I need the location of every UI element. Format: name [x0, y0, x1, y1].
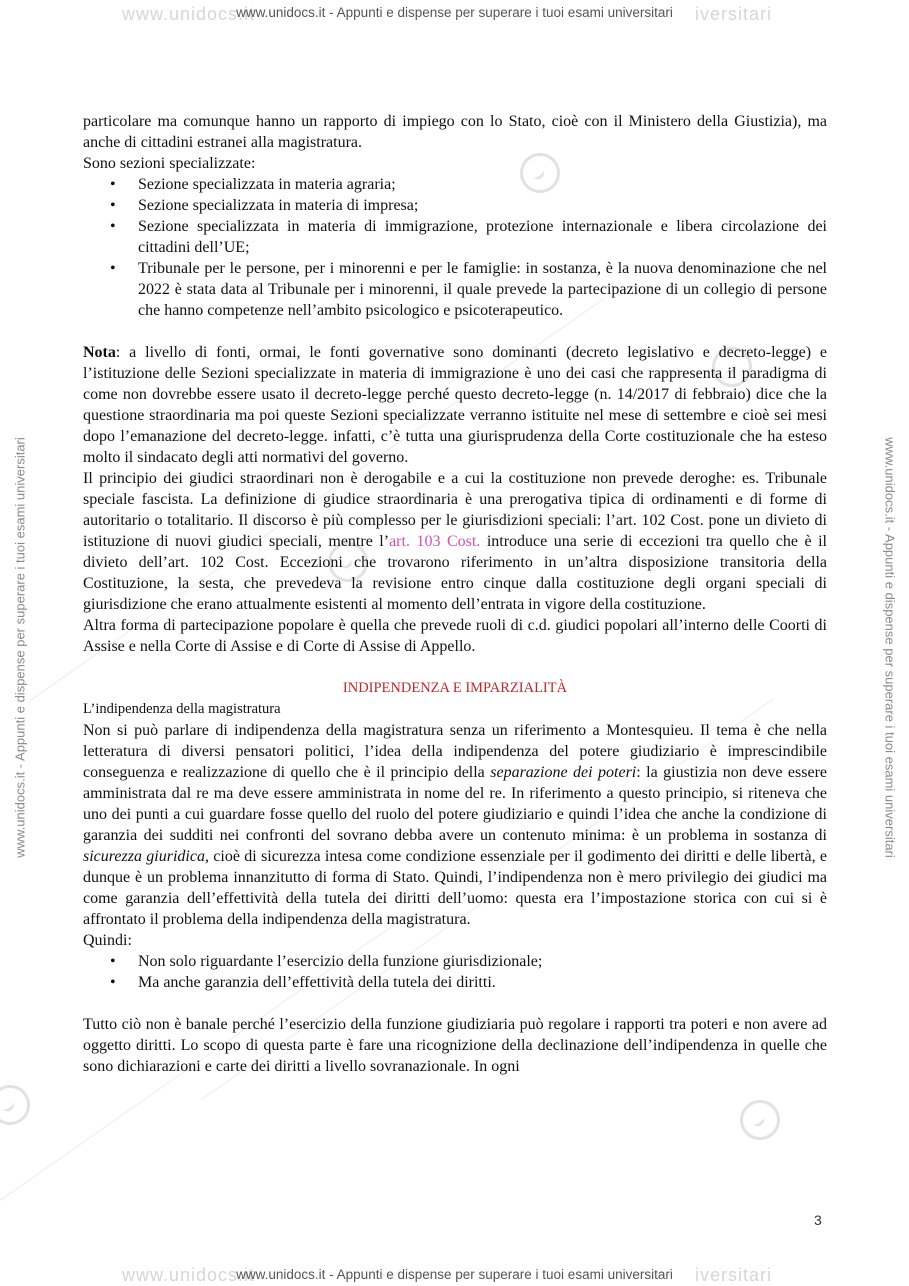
watermark-header[interactable]: www.unidocs.it - Appunti e dispense per superare i tuoi esami universitari: [236, 5, 673, 20]
watermark-ghost-text: www.unidocs.it: [122, 1265, 256, 1285]
independence-italic: separazione dei poteri: [490, 764, 637, 781]
list-item: • Sezione specializzata in materia di impresa;: [138, 195, 827, 216]
watermark-side-left: www.unidocs.it - Appunti e dispense per superare i tuoi esami universitari: [12, 437, 28, 858]
popular-paragraph: Altra forma di partecipazione popolare è quella che prevede ruoli di c.d. giudici popolari all’interno delle Coorti di Assise e nella Corte di Assise e di Corte di Assise di Appello.: [83, 617, 827, 655]
independence-text: : la giustizia non deve essere amministrata dal re ma deve essere amministrata in nome del re. In riferimento a questo principio, si riteneva che uno dei punti a cui guardare fosse quello del ruolo del potere giudiziario e quindi l’idea che anche la condizione di garanzia dei sudditi nei confronti del sovrano debba avere un contenuto minima: è un problema in sostanza di: [83, 764, 827, 844]
note-paragraph: [83, 342, 827, 468]
principle-text: introduce una serie di eccezioni tra quello che è il divieto dell’art. 102 Cost. Eccezioni che trovarono riferimento in un’altra disposizione transitoria della Costituzione, la sesta, che prevedeva la revisione entro cinque dalla costituzione degli organi speciali di giurisdizione che erano attualmente esistenti al momento dell’entrata in vigore della costituzione.: [83, 533, 827, 613]
list-item: • Tribunale per le persone, per i minorenni e per le famiglie: in sostanza, è la nuova denominazione che nel 2022 è stata data al Tribunale per i minorenni, il quale prevede la partecipazione di un collegio di persone che hanno competenze nell’ambito psicologico e psicoterapeutico.: [138, 258, 827, 321]
subtitle: L’indipendenza della magistratura: [83, 701, 281, 717]
unidocs-logo-icon: [732, 1092, 788, 1148]
principle-text: Il principio dei giudici straordinari non è derogabile e a cui la costituzione non prevede deroghe: es. Tribunale speciale fascista. La definizione di giudice straordinaria è una prerogativa tipica di ordinamenti e di forme di autoritario o totalitario. Il discorso è più complesso per le giurisdizioni speciali: l’art. 102 Cost. pone un divieto di istituzione di nuovi giudici speciali, mentre l’: [83, 470, 827, 550]
list-item: • Sezione specializzata in materia agraria;: [138, 174, 827, 195]
watermark-ghost-text: www.unidocs.it: [122, 4, 256, 24]
closing-paragraph: Tutto ciò non è banale perché l’esercizio della funzione giudiziaria può regolare i rapporti tra poteri e non avere ad oggetto diritti. Lo scopo di questa parte è fare una ricognizione della declinazione dell’indipendenza in quelle che sono dichiarazioni e carte dei diritti a livello sovranazionale. In ogni: [83, 1016, 827, 1075]
watermark-side-right: www.unidocs.it - Appunti e dispense per superare i tuoi esami universitari: [882, 437, 898, 858]
list-item: • Ma anche garanzia dell’effettività della tutela dei diritti.: [138, 972, 827, 993]
spacer: [83, 993, 827, 1014]
section-title: INDIPENDENZA E IMPARZIALITÀ: [342, 680, 568, 696]
page-number: 3: [814, 1212, 822, 1228]
quindi-paragraph: Quindi:: [83, 932, 132, 949]
sections-list: [83, 174, 827, 321]
art-103-link[interactable]: art. 103 Cost.: [389, 533, 481, 550]
watermark-ghost-text: iversitari: [695, 1265, 773, 1285]
list-item: • Non solo riguardante l’esercizio della funzione giurisdizionale;: [138, 951, 827, 972]
document-body: [83, 111, 827, 1077]
intro-paragraph: Sono sezioni specializzate:: [83, 155, 256, 172]
spacer: [83, 657, 827, 678]
principle-paragraph: [83, 468, 827, 615]
spacer: [83, 321, 827, 342]
note-label: Nota: [83, 344, 116, 361]
watermark-footer[interactable]: www.unidocs.it - Appunti e dispense per superare i tuoi esami universitari: [236, 1267, 673, 1282]
independence-text: Non si può parlare di indipendenza della magistratura senza un riferimento a Montesquieu. Il tema è che nella letteratura di diversi pensatori politici, l’idea della indipendenza del potere giudiziario è imprescindibile conseguenza e realizzazione di quello che è il principio della: [83, 722, 827, 781]
independence-italic: sicurezza giuridica: [83, 848, 205, 865]
quindi-list: [83, 951, 827, 993]
independence-paragraph: [83, 720, 827, 930]
independence-text: , cioè di sicurezza intesa come condizione essenziale per il godimento dei diritti e delle libertà, e dunque è un problema innanzitutto di forma di Stato. Quindi, l’indipendenza non è mero privilegio dei giudici ma come garanzia dell’effettività della tutela dei diritti dell’uomo: questa era l’impostazione storica con cui si è affrontato il problema della indipendenza della magistratura.: [83, 848, 828, 928]
intro-paragraph: particolare ma comunque hanno un rapporto di impiego con lo Stato, cioè con il Ministero della Giustizia), ma anche di cittadini estranei alla magistratura.: [83, 113, 827, 151]
list-item: • Sezione specializzata in materia di immigrazione, protezione internazionale e libera circolazione dei cittadini dell’UE;: [138, 216, 827, 258]
watermark-ghost-text: iversitari: [695, 4, 773, 24]
note-text: : a livello di fonti, ormai, le fonti governative sono dominanti (decreto legislativo e decreto-legge) e l’istituzione delle Sezioni specializzate in materia di immigrazione è uno dei casi che rappresenta il paradigma di come non dovrebbe essere usato il decreto-legge perché questo decreto-legge (n. 14/2017 di febbraio) dice che la questione straordinaria ma poi queste Sezioni specializzate verranno istituite nel mese di settembre e cioè sei mesi dopo l’emanazione del decreto-legge. infatti, c’è tutta una giurisprudenza della Corte costituzionale che ha esteso molto il sindacato degli atti normativi del governo.: [83, 344, 827, 466]
